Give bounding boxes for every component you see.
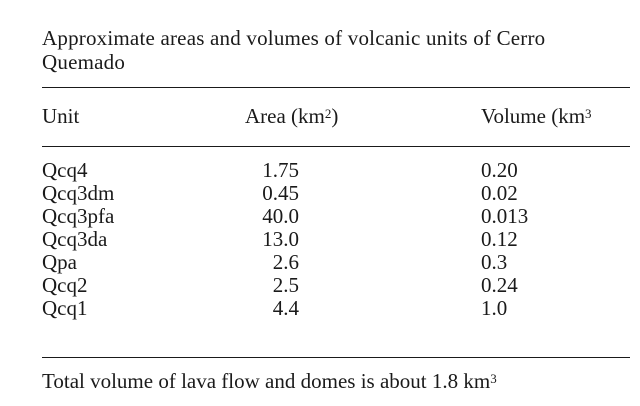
table-title: Approximate areas and volumes of volcanic units of Cerro Quemado bbox=[42, 26, 546, 74]
footnote-superscript: 3 bbox=[490, 371, 497, 386]
table-row bbox=[0, 297, 640, 320]
header-area bbox=[245, 104, 338, 128]
cell-area: 2.5 bbox=[272, 273, 299, 297]
table-body bbox=[0, 159, 640, 320]
cell-volume: 0.24 bbox=[481, 273, 518, 297]
cell-volume: 0.12 bbox=[481, 227, 518, 251]
cell-unit: Qcq1 bbox=[42, 296, 88, 320]
cell-unit: Qcq2 bbox=[42, 273, 88, 297]
cell-area: 13.0 bbox=[262, 227, 299, 251]
header-unit bbox=[42, 104, 79, 128]
cell-unit: Qcq4 bbox=[42, 158, 88, 182]
cell-unit: Qcq3pfa bbox=[42, 204, 115, 228]
cell-unit: Qpa bbox=[42, 250, 77, 274]
cell-volume: 0.02 bbox=[481, 181, 518, 205]
header-area-close: ) bbox=[331, 104, 339, 128]
header-volume-label: Volume (km bbox=[481, 104, 586, 128]
cell-unit: Qcq3dm bbox=[42, 181, 115, 205]
cell-volume: 0.013 bbox=[481, 204, 529, 228]
table-row bbox=[0, 251, 640, 274]
cell-area: 2.6 bbox=[272, 250, 299, 274]
header-volume bbox=[481, 104, 592, 128]
bottom-rule bbox=[42, 357, 630, 358]
cell-volume: 0.20 bbox=[481, 158, 518, 182]
table-row bbox=[0, 182, 640, 205]
header-area-superscript: 2 bbox=[324, 106, 332, 121]
cell-area: 1.75 bbox=[262, 158, 299, 182]
cell-area: 40.0 bbox=[262, 204, 299, 228]
cell-area: 0.45 bbox=[262, 181, 299, 205]
cell-unit: Qcq3da bbox=[42, 227, 108, 251]
table-row bbox=[0, 205, 640, 228]
cell-volume: 0.3 bbox=[481, 250, 508, 274]
table-row bbox=[0, 159, 640, 182]
cell-area: 4.4 bbox=[272, 296, 299, 320]
header-area-label: Area (km bbox=[245, 104, 325, 128]
cell-volume: 1.0 bbox=[481, 296, 508, 320]
top-rule bbox=[42, 87, 630, 88]
header-volume-superscript: 3 bbox=[585, 106, 592, 121]
table-row bbox=[0, 228, 640, 251]
table-row bbox=[0, 274, 640, 297]
footnote bbox=[42, 369, 497, 393]
header-rule bbox=[42, 146, 630, 147]
header-unit-label: Unit bbox=[42, 104, 80, 128]
footnote-text: Total volume of lava flow and domes is about 1.8 km bbox=[42, 369, 491, 393]
